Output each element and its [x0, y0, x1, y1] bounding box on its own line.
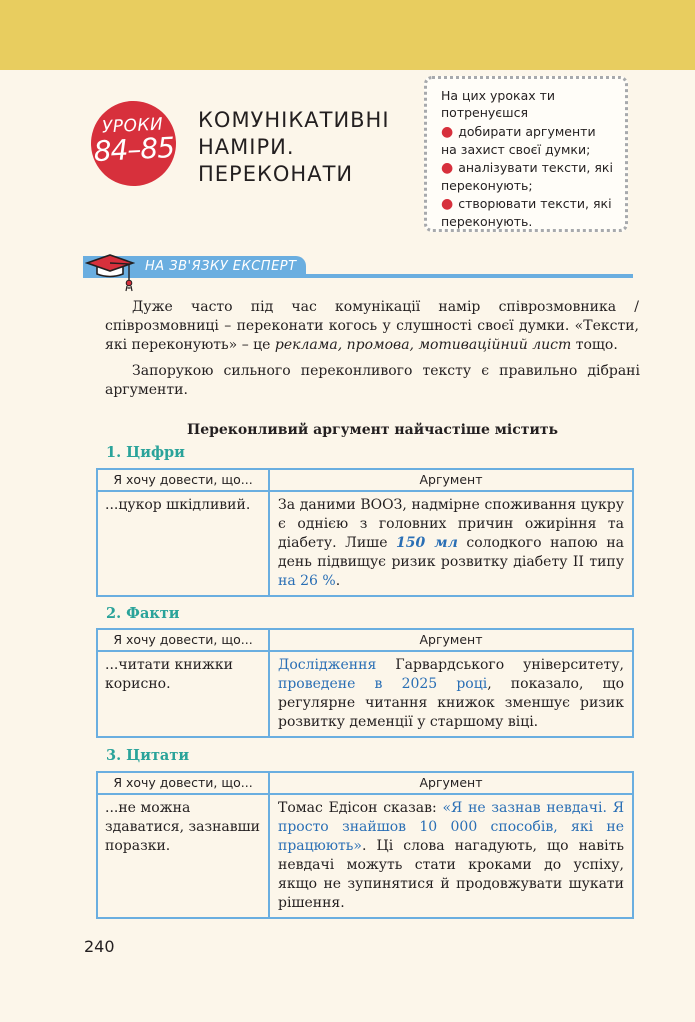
argument-table-facts [96, 628, 634, 738]
learning-goals-box [424, 76, 628, 232]
table-header-claim: Я хочу довести, що... [97, 629, 269, 651]
section-heading: Переконливий аргумент найчастіше містить [186, 422, 558, 438]
highlight-date: проведене в 2025 році [278, 676, 488, 692]
table-header-argument: Аргумент [269, 629, 633, 651]
table-row [97, 651, 633, 737]
lesson-number-badge [89, 99, 178, 188]
table-header-argument: Аргумент [269, 469, 633, 491]
top-color-band [0, 0, 695, 70]
table-row [97, 794, 633, 918]
table-header-claim: Я хочу довести, що... [97, 772, 269, 794]
bullet-icon: ● [441, 196, 454, 212]
table-row [97, 491, 633, 596]
goal-item: ● добирати аргументи на захист своєї думки; [441, 124, 596, 157]
lesson-badge-number: 84–85 [92, 130, 175, 169]
lesson-title-line: НАМІРИ. [198, 135, 295, 159]
highlight-quote: «Я не зазнав невдачі. Я просто знайшов 10 000 способів, які не працюють» [278, 800, 624, 854]
goal-item: ● створювати тексти, які переконують. [441, 196, 612, 229]
bullet-icon: ● [441, 124, 454, 140]
highlight-research: Дослідження [278, 657, 377, 673]
argument-cell: Томас Едісон сказав: «Я не зазнав невдачі. Я просто знайшов 10 000 способів, які не працюють». Ці слова нагадують, що навіть невдачі можуть стати кроками до успіху, якщо не зупинятися й продовжувати шукати рішення. [269, 794, 633, 918]
subheading-quotes: 3. Цитати [106, 747, 190, 764]
graduation-cap-icon [85, 252, 135, 292]
claim-cell: ...читати книжки корисно. [97, 651, 269, 737]
lesson-title-line: КОМУНІКАТИВНІ [198, 108, 390, 132]
argument-table-quotes [96, 771, 634, 919]
intro-paragraph-2: Запорукою сильного переконливого тексту є правильно дібрані аргументи. [105, 363, 640, 398]
argument-table-numbers [96, 468, 634, 597]
expert-label: НА ЗВ'ЯЗКУ ЕКСПЕРТ [145, 259, 297, 274]
highlight-number: 150 мл [396, 535, 458, 551]
claim-cell: ...цукор шкідливий. [97, 491, 269, 596]
emphasis-examples: реклама, промова, мотиваційний лист [274, 337, 572, 353]
intro-paragraph-1: Дуже часто під час комунікації намір співрозмовника / співрозмовниці – переконати когось у слушності своєї думки. «Тексти, які переконують» – це реклама, промова, мотиваційний лист тощо. [105, 299, 639, 353]
claim-cell: ...не можна здаватися, зазнавши поразки. [97, 794, 269, 918]
table-header-argument: Аргумент [269, 772, 633, 794]
bullet-icon: ● [441, 160, 454, 176]
page-number: 240 [84, 937, 115, 956]
lesson-title [198, 107, 418, 188]
subheading-facts: 2. Факти [106, 605, 180, 622]
subheading-numbers: 1. Цифри [106, 444, 185, 461]
lesson-badge-label: УРОКИ [101, 114, 164, 138]
expert-section-header [83, 256, 633, 278]
lesson-title-line: ПЕРЕКОНАТИ [198, 162, 354, 186]
table-header-claim: Я хочу довести, що... [97, 469, 269, 491]
argument-cell: За даними ВООЗ, надмірне споживання цукру є однією з головних причин ожиріння та діабету. Лише 150 мл солодкого напою на день підвищує ризик розвитку діабету II типу на 26 %. [269, 491, 633, 596]
goal-item: ● аналізувати тексти, які переконують; [441, 160, 613, 193]
goals-intro: На цих уроках ти потренуєшся [441, 88, 556, 120]
highlight-percent: на 26 % [278, 573, 336, 589]
argument-cell: Дослідження Гарвардського університету, проведене в 2025 році, показало, що регулярне читання книжок зменшує ризик розвитку деменції у старшому віці. [269, 651, 633, 737]
